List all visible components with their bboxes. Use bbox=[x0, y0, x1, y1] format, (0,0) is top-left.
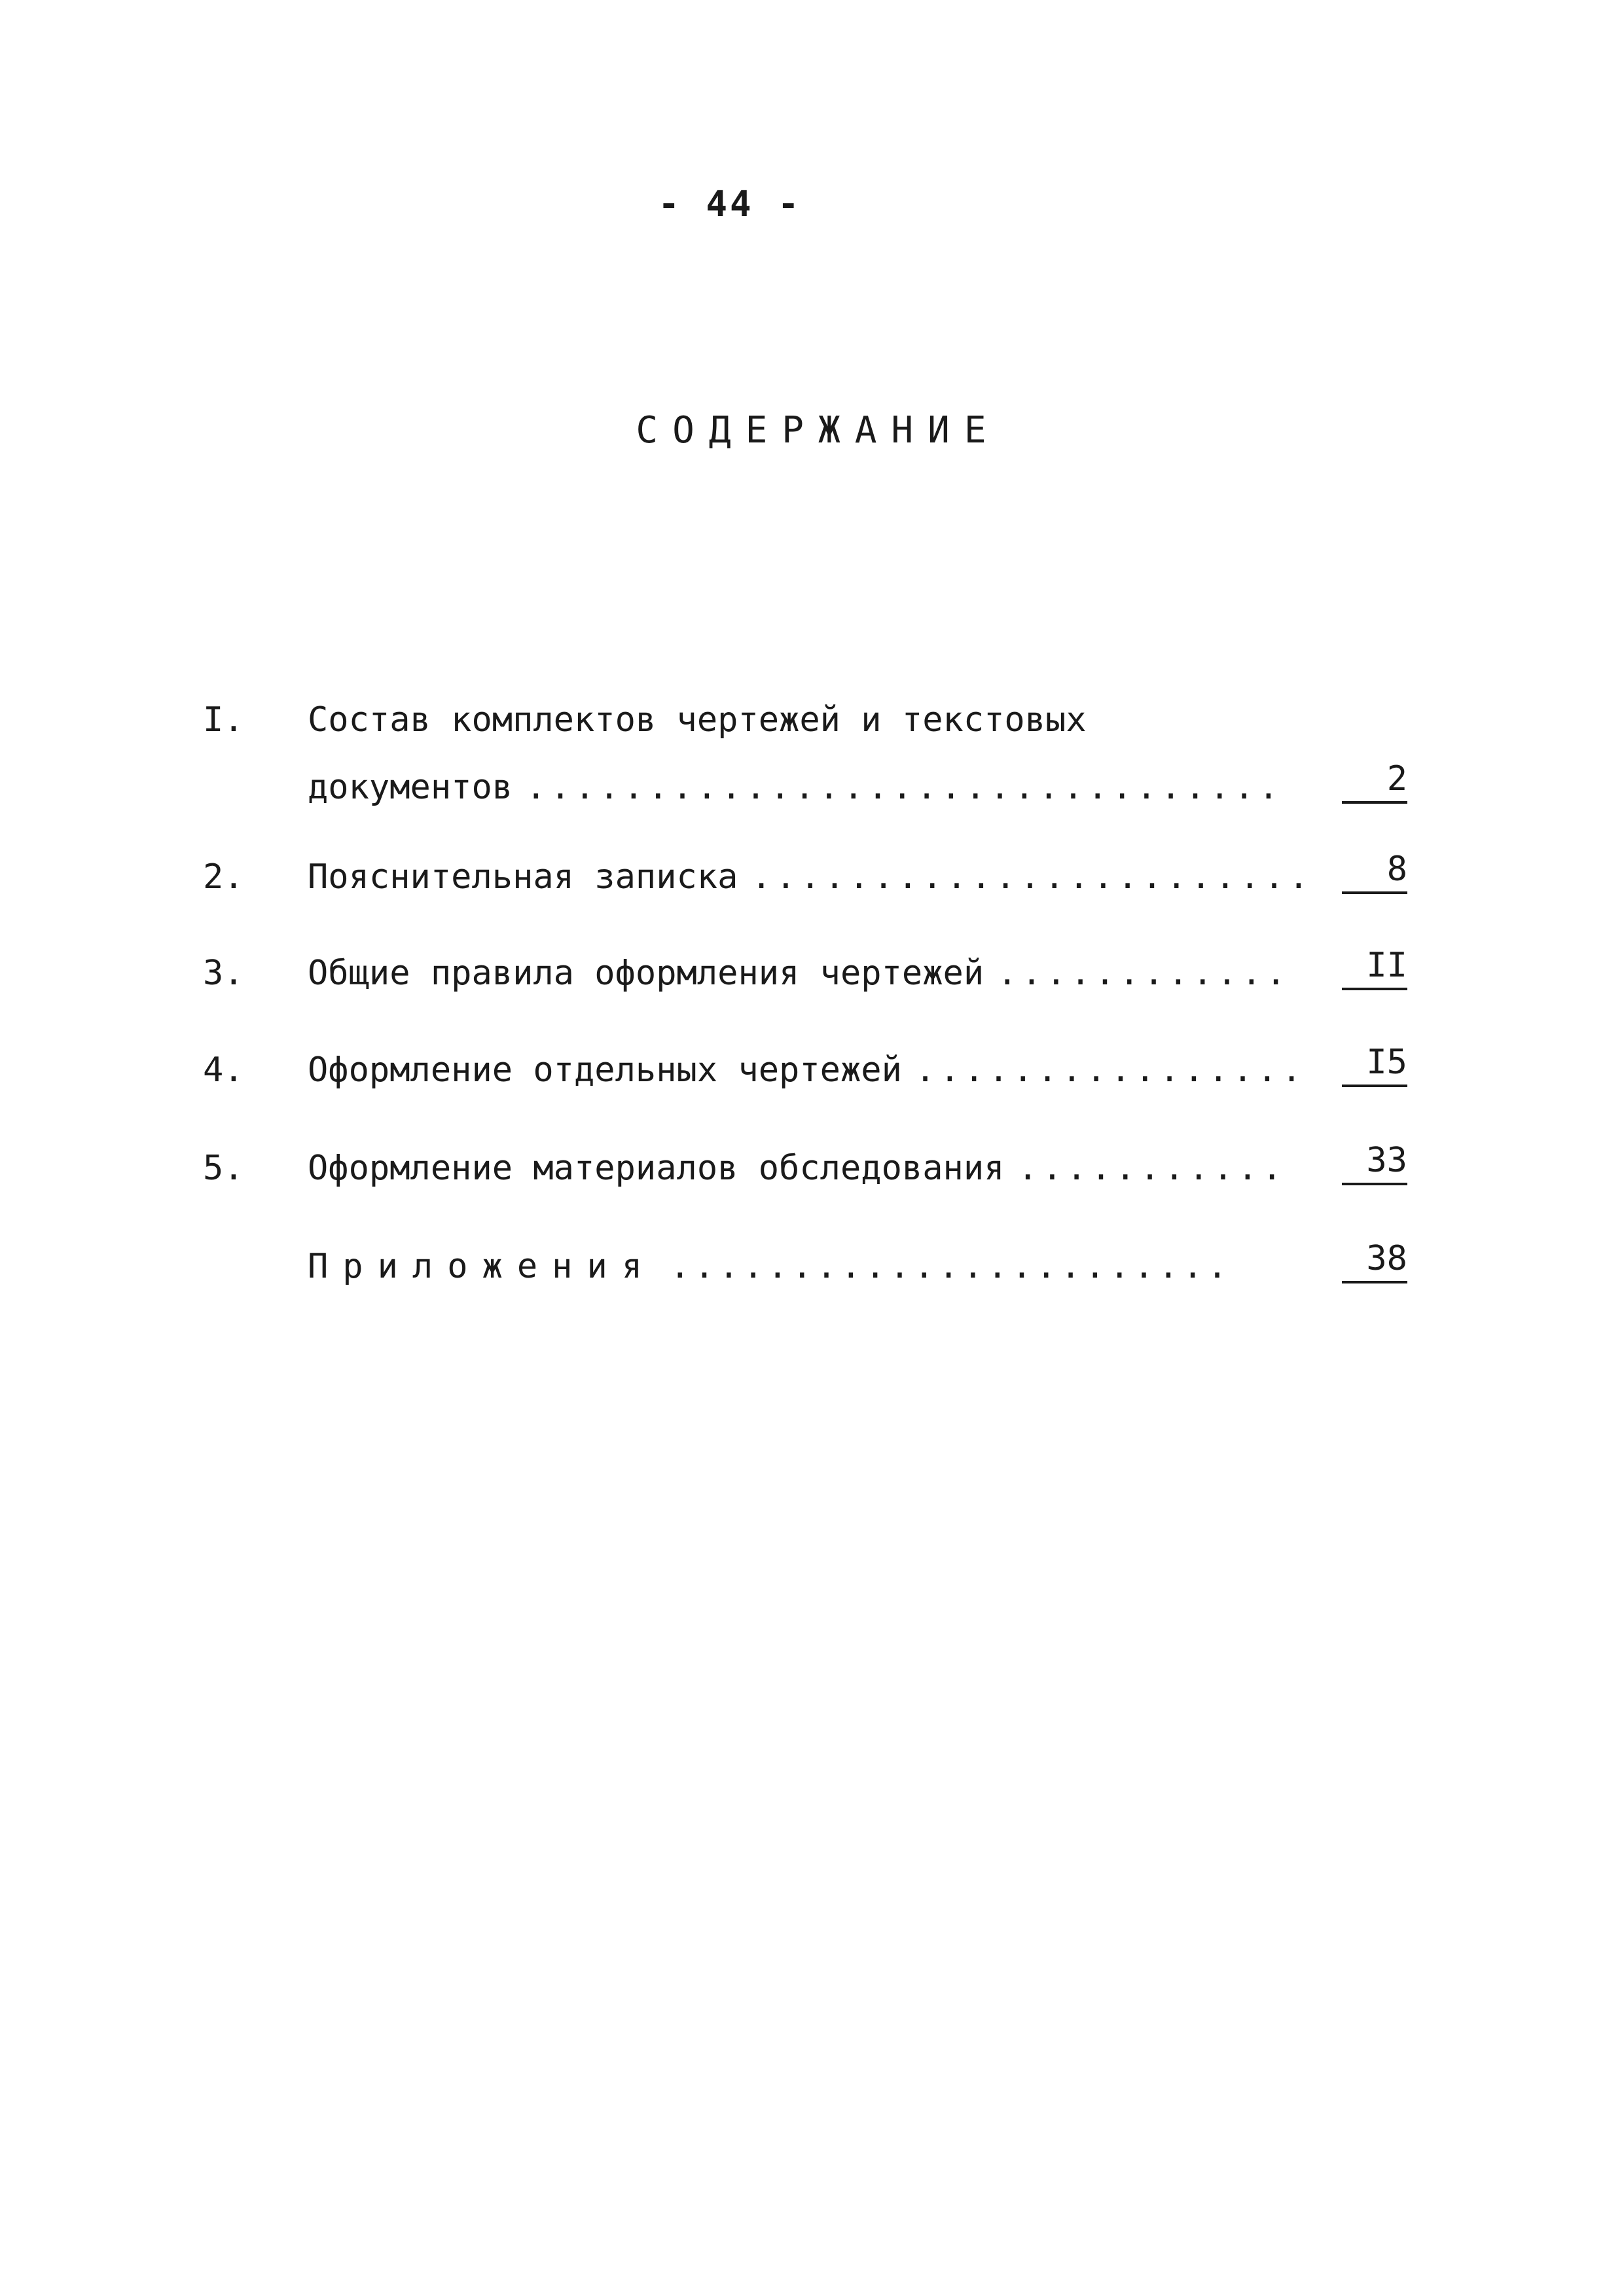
toc-leader-dots: ........... bbox=[1017, 1149, 1286, 1188]
toc-number: 3. bbox=[203, 954, 244, 993]
toc-leader-dots: ............................... bbox=[526, 768, 1283, 807]
toc-title-line bbox=[308, 954, 1290, 993]
toc-title-text: Оформление материалов обследования bbox=[308, 1149, 1005, 1188]
toc-page-number: II bbox=[1342, 946, 1407, 990]
toc-title-line bbox=[308, 1050, 1306, 1090]
document-title: СОДЕРЖАНИЕ bbox=[636, 409, 1001, 452]
toc-leader-dots: ....................... bbox=[751, 857, 1313, 897]
toc-title-text: документов bbox=[308, 768, 513, 807]
toc-title-line bbox=[308, 857, 1313, 897]
toc-page-number: 38 bbox=[1342, 1239, 1407, 1283]
toc-leader-dots: ................ bbox=[914, 1050, 1306, 1090]
toc-page-number: I5 bbox=[1342, 1043, 1407, 1087]
toc-number: 4. bbox=[203, 1050, 244, 1090]
toc-page-number: 8 bbox=[1342, 850, 1407, 894]
toc-title-line bbox=[308, 1149, 1286, 1188]
toc-title-text: Общие правила оформления чертежей bbox=[308, 954, 984, 993]
toc-title-text: Пояснительная записка bbox=[308, 857, 738, 897]
toc-page-number: 2 bbox=[1342, 759, 1407, 804]
toc-leader-dots: ....................... bbox=[670, 1247, 1232, 1286]
toc-title-line-2 bbox=[308, 768, 1283, 807]
toc-title-text: Приложения bbox=[308, 1247, 657, 1286]
toc-number: 2. bbox=[203, 857, 244, 897]
page-number: - 44 - bbox=[658, 183, 802, 224]
toc-leader-dots: ............ bbox=[997, 954, 1290, 993]
toc-title-line-1: Состав комплектов чертежей и текстовых bbox=[308, 700, 1087, 740]
toc-title-line bbox=[308, 1247, 1231, 1286]
toc-title-text: Оформление отдельных чертежей bbox=[308, 1050, 902, 1090]
toc-page-number: 33 bbox=[1342, 1141, 1407, 1185]
toc-number: 5. bbox=[203, 1149, 244, 1188]
toc-number: I. bbox=[203, 700, 244, 740]
